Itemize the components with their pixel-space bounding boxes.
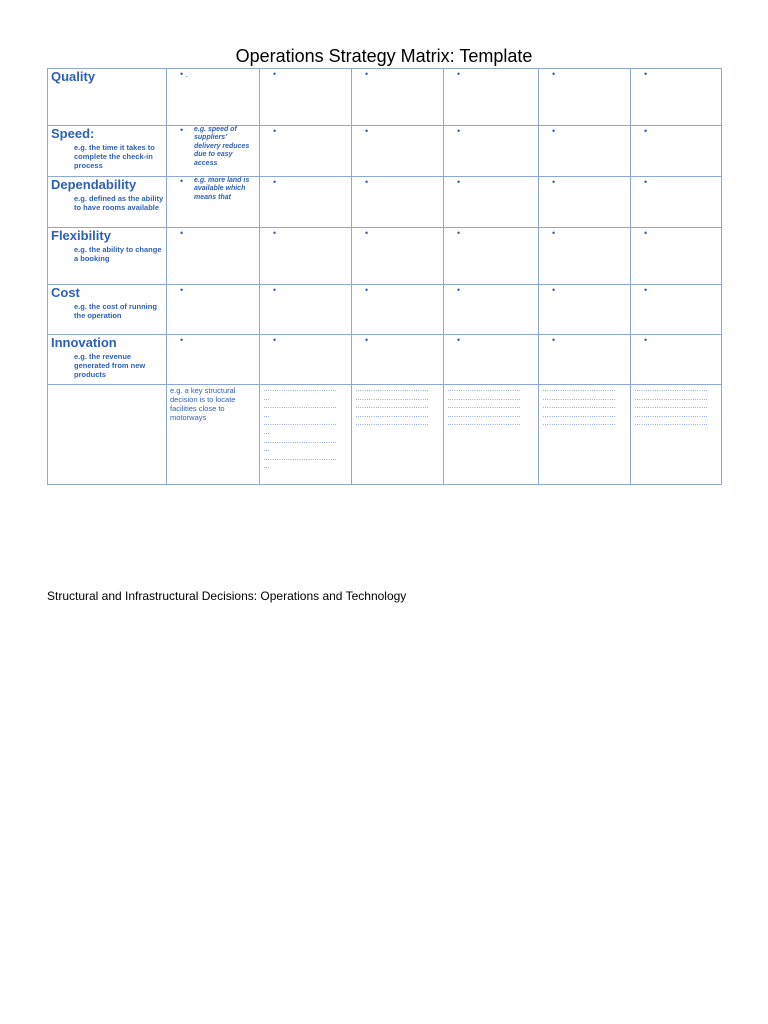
matrix-cell[interactable]	[539, 228, 631, 285]
bullet-point: •	[365, 228, 369, 238]
matrix-cell[interactable]	[539, 335, 631, 385]
matrix-row-flexibility	[48, 228, 722, 285]
bullet-point: •	[180, 228, 184, 238]
matrix-cell[interactable]	[167, 69, 260, 126]
dotted-entry-cell[interactable]	[539, 385, 631, 485]
matrix-cell[interactable]	[260, 69, 352, 126]
example-bullet	[167, 126, 259, 168]
bullet-point: •	[457, 335, 461, 345]
bullet-point: •	[273, 177, 277, 187]
matrix-cell[interactable]	[260, 285, 352, 335]
bullet-point: •	[180, 285, 184, 295]
bullet-point: • .	[180, 69, 189, 79]
matrix-cell[interactable]	[539, 285, 631, 335]
objective-name: Cost	[51, 285, 80, 300]
matrix-cell[interactable]	[444, 285, 539, 335]
bullet-point: •	[273, 335, 277, 345]
matrix-cell[interactable]	[352, 126, 444, 177]
dotted-entry-cell[interactable]	[352, 385, 444, 485]
matrix-cell[interactable]	[167, 285, 260, 335]
matrix-cell[interactable]	[444, 177, 539, 228]
objective-description: e.g. defined as the ability to have rooms available	[74, 194, 164, 212]
dotted-entry-cell[interactable]	[631, 385, 722, 485]
matrix-cell[interactable]	[260, 177, 352, 228]
matrix-cell[interactable]	[539, 126, 631, 177]
objective-name: Flexibility	[51, 228, 111, 243]
bullet-point: •	[644, 69, 648, 79]
matrix-cell[interactable]	[539, 69, 631, 126]
bullet-point: •	[457, 126, 461, 136]
objective-name: Dependability	[51, 177, 137, 192]
bullet-point: •	[273, 69, 277, 79]
page-title: Operations Strategy Matrix: Template	[235, 46, 533, 66]
matrix-cell[interactable]	[444, 69, 539, 126]
bullet-point: •	[273, 228, 277, 238]
perf-objective-cell	[48, 177, 167, 228]
matrix-cell[interactable]	[539, 177, 631, 228]
matrix-cell[interactable]	[167, 126, 260, 177]
section-heading: Structural and Infrastructural Decisions: Operations and Technology	[47, 589, 407, 603]
matrix-cell[interactable]	[167, 177, 260, 228]
perf-objective-cell	[48, 285, 167, 335]
bullet-point: •	[365, 285, 369, 295]
dotted-lines: …………………………… …………………………… …………………………… …………………………… ……………………………	[355, 386, 429, 428]
objective-name: Quality	[51, 69, 96, 84]
dotted-lines: …………………………… …………………………… …………………………… …………………………… ……………………………	[542, 386, 616, 428]
dotted-entry-cell[interactable]	[260, 385, 352, 485]
bullet-point: •	[180, 335, 184, 345]
objective-name: Speed:	[51, 126, 95, 141]
bullet-point: •	[457, 69, 461, 79]
example-bullet	[167, 177, 259, 202]
matrix-cell[interactable]	[352, 228, 444, 285]
perf-objective-cell	[48, 69, 167, 126]
perf-objective-cell	[48, 228, 167, 285]
bullet-point: •	[644, 177, 648, 187]
bullet-point: •	[552, 177, 556, 187]
bullet-point: •	[365, 126, 369, 136]
bullet-point: •	[644, 285, 648, 295]
bullet-point: •	[644, 126, 648, 136]
bullet-point: •	[552, 228, 556, 238]
bullet-point: •	[552, 285, 556, 295]
perf-objective-cell	[48, 335, 167, 385]
matrix-cell[interactable]	[631, 285, 722, 335]
matrix-cell[interactable]	[260, 335, 352, 385]
perf-objective-cell	[48, 126, 167, 177]
structural-example-text: e.g. a key structural decision is to locate facilities close to motorways	[170, 386, 236, 422]
bullet-point: •	[552, 335, 556, 345]
empty-cell	[48, 385, 167, 485]
matrix-cell[interactable]	[444, 126, 539, 177]
matrix-cell[interactable]	[631, 335, 722, 385]
objective-description: e.g. the ability to change a booking	[74, 245, 162, 263]
bullet-point: •	[457, 228, 461, 238]
bullet-point: •	[552, 69, 556, 79]
bullet-point: •	[365, 69, 369, 79]
bullet-point: •	[457, 285, 461, 295]
bullet-point: •	[457, 177, 461, 187]
bullet-point: •	[273, 285, 277, 295]
bullet-point: •	[273, 126, 277, 136]
bullet-point: •	[552, 126, 556, 136]
matrix-cell[interactable]	[631, 177, 722, 228]
bullet-icon: •	[180, 176, 184, 186]
matrix-row-dependability	[48, 177, 722, 228]
bullet-point: •	[644, 228, 648, 238]
objective-description: e.g. the revenue generated from new products	[74, 352, 146, 379]
matrix-cell[interactable]	[260, 228, 352, 285]
objective-description: e.g. the time it takes to complete the check-in process	[74, 143, 155, 170]
matrix-cell[interactable]	[631, 126, 722, 177]
matrix-cell[interactable]	[352, 69, 444, 126]
dotted-entry-cell[interactable]	[444, 385, 539, 485]
dotted-lines: …………………………… …………………………… …………………………… …………………………… ……………………………	[447, 386, 521, 428]
dotted-lines: …………………………… …………………………… …………………………… …………………………… ……………………………	[634, 386, 708, 428]
matrix-cell[interactable]	[444, 228, 539, 285]
matrix-cell[interactable]	[631, 228, 722, 285]
matrix-cell[interactable]	[167, 228, 260, 285]
bullet-point: •	[644, 335, 648, 345]
structural-example-cell[interactable]	[167, 385, 260, 485]
example-text: e.g. more land is available which means that	[194, 177, 250, 201]
matrix-row-quality	[48, 69, 722, 126]
matrix-row-speed	[48, 126, 722, 177]
bullet-icon: •	[180, 125, 184, 135]
matrix-row-cost	[48, 285, 722, 335]
matrix-cell[interactable]	[167, 335, 260, 385]
bullet-point: •	[365, 177, 369, 187]
example-text: e.g. speed of suppliers' delivery reduces due to easy access	[194, 126, 250, 167]
operations-strategy-matrix	[47, 68, 722, 485]
matrix-cell[interactable]	[352, 335, 444, 385]
matrix-cell[interactable]	[631, 69, 722, 126]
objective-name: Innovation	[51, 335, 117, 350]
objective-description: e.g. the cost of running the operation	[74, 302, 157, 320]
matrix-row-structural	[48, 385, 722, 485]
matrix-cell[interactable]	[444, 335, 539, 385]
matrix-cell[interactable]	[260, 126, 352, 177]
dotted-lines: …………………………… … …………………………… … …………………………… … …………………………… … …………………………… …	[263, 386, 337, 471]
matrix-row-innovation	[48, 335, 722, 385]
matrix-cell[interactable]	[352, 177, 444, 228]
bullet-point: •	[365, 335, 369, 345]
matrix-cell[interactable]	[352, 285, 444, 335]
